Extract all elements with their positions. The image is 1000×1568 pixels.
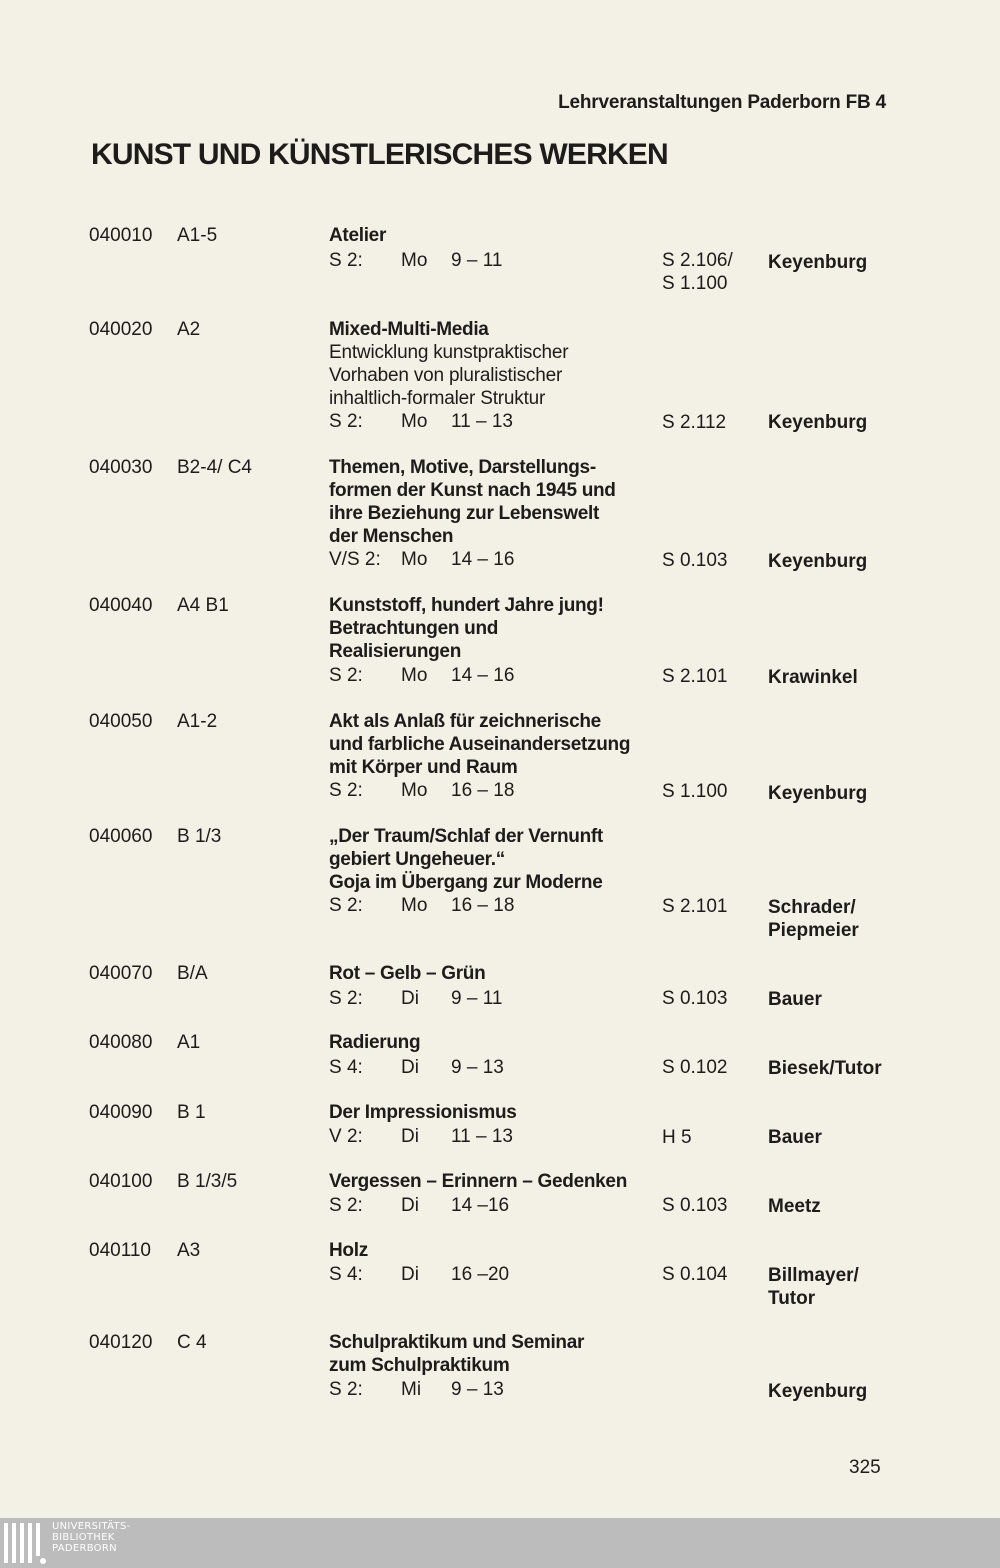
room-line: S 0.103 — [662, 1195, 728, 1216]
running-header: Lehrveranstaltungen Paderborn FB 4 — [558, 92, 886, 113]
course-category: B 1/3 — [177, 826, 222, 847]
course-time: 16 –20 — [451, 1264, 510, 1285]
title-line: der Menschen — [329, 526, 454, 547]
course-room — [662, 549, 752, 572]
course-title — [329, 1101, 669, 1124]
course-room — [662, 895, 752, 918]
course-code: 040090 — [89, 1102, 153, 1123]
title-line: gebiert Ungeheuer.“ — [329, 849, 505, 870]
title-line: Rot – Gelb – Grün — [329, 963, 486, 984]
teacher-line: Biesek/Tutor — [768, 1058, 882, 1079]
course-day: Di — [401, 1057, 419, 1078]
title-line: Akt als Anlaß für zeichnerische — [329, 711, 601, 732]
course-category: A3 — [177, 1240, 201, 1261]
title-line: formen der Kunst nach 1945 und — [329, 480, 616, 501]
teacher-line: Billmayer/ — [768, 1265, 859, 1286]
title-line: Der Impressionismus — [329, 1102, 517, 1123]
course-title — [329, 1239, 669, 1262]
course-code: 040050 — [89, 711, 153, 732]
course-day: Mo — [401, 549, 428, 570]
room-line: S 0.103 — [662, 988, 728, 1009]
course-code: 040030 — [89, 457, 153, 478]
teacher-line: Keyenburg — [768, 551, 868, 572]
teacher-line: Keyenburg — [768, 1381, 868, 1402]
course-type: S 4: — [329, 1057, 363, 1078]
course-type: S 2: — [329, 988, 363, 1009]
teacher-line: Bauer — [768, 989, 822, 1010]
room-line: S 2.112 — [662, 412, 727, 433]
teacher-line: Keyenburg — [768, 412, 868, 433]
course-category: A1 — [177, 1032, 201, 1053]
title-line: Betrachtungen und — [329, 618, 499, 639]
course-code: 040060 — [89, 826, 153, 847]
course-time: 9 – 13 — [451, 1379, 504, 1400]
title-line: ihre Beziehung zur Lebenswelt — [329, 503, 600, 524]
teacher-line: Tutor — [768, 1288, 816, 1309]
title-line: Holz — [329, 1240, 368, 1261]
course-day: Di — [401, 1264, 419, 1285]
course-category: A2 — [177, 319, 201, 340]
course-code: 040100 — [89, 1171, 153, 1192]
room-line: H 5 — [662, 1127, 692, 1148]
course-category: B/A — [177, 963, 208, 984]
course-code: 040020 — [89, 319, 153, 340]
course-category: A1-2 — [177, 711, 218, 732]
course-title — [329, 710, 669, 779]
teacher-line: Piepmeier — [768, 920, 859, 941]
course-title — [329, 224, 669, 247]
course-time: 9 – 11 — [451, 250, 503, 271]
course-teacher — [768, 550, 908, 573]
room-line: S 1.100 — [662, 781, 728, 802]
page-number: 325 — [849, 1457, 881, 1478]
title-line: „Der Traum/Schlaf der Vernunft — [329, 826, 603, 847]
course-category: B 1/3/5 — [177, 1171, 238, 1192]
room-line: S 0.104 — [662, 1264, 728, 1285]
course-time: 14 – 16 — [451, 549, 515, 570]
description-line: Entwicklung kunstpraktischer — [329, 342, 569, 363]
title-line: Kunststoff, hundert Jahre jung! — [329, 595, 604, 616]
course-room — [662, 1194, 752, 1217]
title-line: zum Schulpraktikum — [329, 1355, 510, 1376]
teacher-line: Krawinkel — [768, 667, 858, 688]
course-time: 16 – 18 — [451, 895, 515, 916]
title-line: Radierung — [329, 1032, 421, 1053]
course-room — [662, 780, 752, 803]
course-type: V 2: — [329, 1126, 363, 1147]
course-time: 14 – 16 — [451, 665, 515, 686]
course-type: S 2: — [329, 411, 363, 432]
course-room — [662, 411, 752, 434]
course-teacher — [768, 1264, 908, 1310]
course-title — [329, 456, 669, 548]
title-line: Realisierungen — [329, 641, 462, 662]
course-room — [662, 1126, 752, 1149]
course-type: S 2: — [329, 780, 363, 801]
page-title: KUNST UND KÜNSTLERISCHES WERKEN — [91, 138, 668, 171]
course-teacher — [768, 988, 908, 1011]
course-day: Mo — [401, 411, 428, 432]
course-time: 9 – 13 — [451, 1057, 504, 1078]
teacher-line: Meetz — [768, 1196, 821, 1217]
course-time: 14 –16 — [451, 1195, 510, 1216]
course-type: S 2: — [329, 1379, 363, 1400]
teacher-line: Keyenburg — [768, 252, 868, 273]
course-title — [329, 318, 669, 410]
course-room — [662, 249, 752, 295]
course-type: S 2: — [329, 1195, 363, 1216]
course-teacher — [768, 411, 908, 434]
course-room — [662, 1263, 752, 1286]
library-name-line: PADERBORN — [52, 1543, 117, 1554]
library-logo-icon — [3, 1521, 47, 1565]
course-time: 16 – 18 — [451, 780, 515, 801]
room-line: S 1.100 — [662, 273, 728, 294]
course-type: S 2: — [329, 895, 363, 916]
room-line: S 0.103 — [662, 550, 728, 571]
room-line: S 2.101 — [662, 896, 728, 917]
course-title — [329, 1170, 669, 1193]
library-footer — [0, 1518, 1000, 1568]
course-teacher — [768, 896, 908, 942]
course-category: B 1 — [177, 1102, 206, 1123]
course-title — [329, 962, 669, 985]
course-room — [662, 1056, 752, 1079]
title-line: und farbliche Auseinandersetzung — [329, 734, 631, 755]
course-day: Mo — [401, 250, 428, 271]
course-teacher — [768, 251, 908, 274]
course-code: 040040 — [89, 595, 153, 616]
title-line: Schulpraktikum und Seminar — [329, 1332, 585, 1353]
title-line: Goja im Übergang zur Moderne — [329, 872, 603, 893]
course-teacher — [768, 1126, 908, 1149]
library-name-line: BIBLIOTHEK — [52, 1532, 115, 1543]
course-title — [329, 1031, 669, 1054]
course-teacher — [768, 782, 908, 805]
course-title — [329, 1331, 669, 1377]
course-code: 040120 — [89, 1332, 153, 1353]
course-room — [662, 665, 752, 688]
course-type: V/S 2: — [329, 549, 381, 570]
course-day: Di — [401, 988, 419, 1009]
course-code: 040110 — [89, 1240, 151, 1261]
room-line: S 0.102 — [662, 1057, 728, 1078]
description-line: inhaltlich-formaler Struktur — [329, 388, 546, 409]
course-code: 040080 — [89, 1032, 153, 1053]
description-line: Vorhaben von pluralistischer — [329, 365, 563, 386]
title-line: mit Körper und Raum — [329, 757, 518, 778]
title-line: Atelier — [329, 225, 387, 246]
course-teacher — [768, 666, 908, 689]
library-name-line: UNIVERSITÄTS- — [52, 1521, 131, 1532]
course-day: Mo — [401, 780, 428, 801]
course-type: S 2: — [329, 250, 363, 271]
course-day: Di — [401, 1126, 419, 1147]
course-time: 9 – 11 — [451, 988, 503, 1009]
course-type: S 4: — [329, 1264, 363, 1285]
course-day: Di — [401, 1195, 419, 1216]
title-line: Mixed-Multi-Media — [329, 319, 489, 340]
course-teacher — [768, 1195, 908, 1218]
library-name — [52, 1521, 131, 1554]
course-time: 11 – 13 — [451, 1126, 513, 1147]
course-day: Mo — [401, 665, 428, 686]
title-line: Vergessen – Erinnern – Gedenken — [329, 1171, 628, 1192]
course-time: 11 – 13 — [451, 411, 513, 432]
teacher-line: Schrader/ — [768, 897, 856, 918]
course-teacher — [768, 1380, 908, 1403]
teacher-line: Keyenburg — [768, 783, 868, 804]
course-category: A4 B1 — [177, 595, 229, 616]
course-teacher — [768, 1057, 908, 1080]
course-category: B2-4/ C4 — [177, 457, 252, 478]
room-line: S 2.106/ — [662, 250, 733, 271]
course-title — [329, 825, 669, 894]
room-line: S 2.101 — [662, 666, 728, 687]
course-code: 040010 — [89, 225, 153, 246]
course-type: S 2: — [329, 665, 363, 686]
course-code: 040070 — [89, 963, 153, 984]
title-line: Themen, Motive, Darstellungs- — [329, 457, 596, 478]
course-title — [329, 594, 669, 663]
teacher-line: Bauer — [768, 1127, 822, 1148]
course-room — [662, 987, 752, 1010]
course-day: Mo — [401, 895, 428, 916]
course-day: Mi — [401, 1379, 422, 1400]
course-category: C 4 — [177, 1332, 207, 1353]
course-category: A1-5 — [177, 225, 218, 246]
